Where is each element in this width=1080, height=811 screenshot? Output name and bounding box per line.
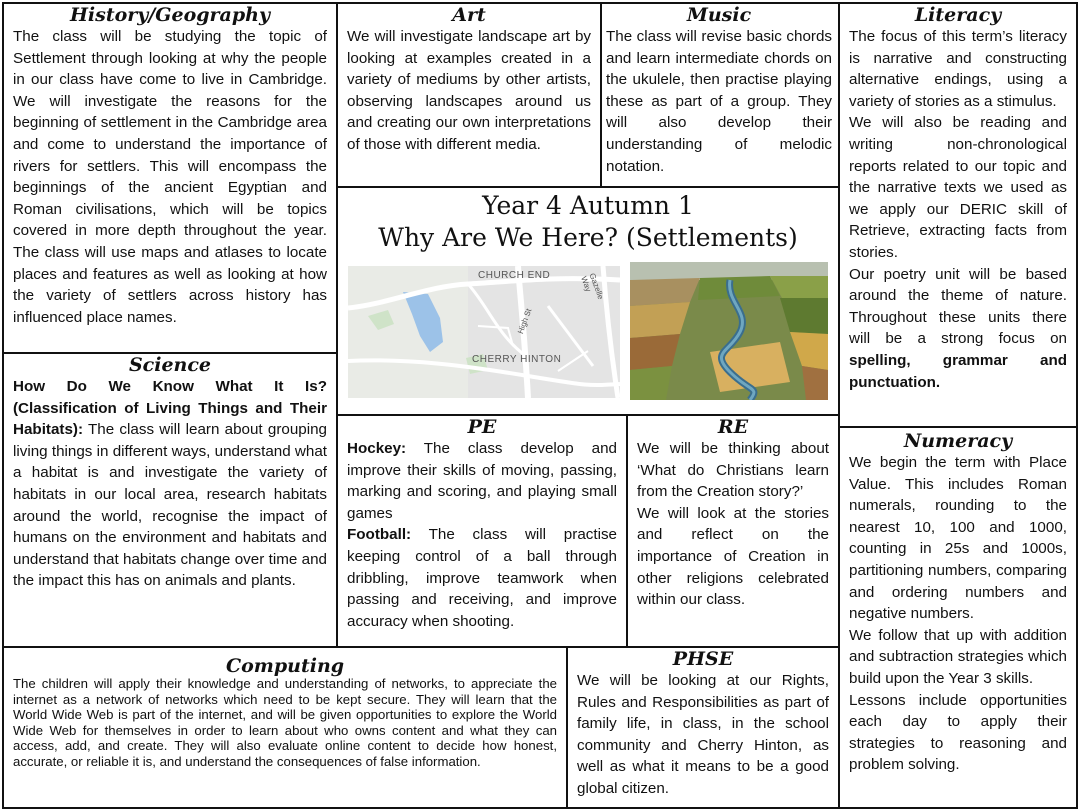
phse-section	[566, 646, 840, 809]
literacy-heading: Literacy	[914, 4, 1002, 26]
computing-heading: Computing	[225, 655, 345, 677]
computing-section	[2, 646, 568, 809]
literacy-text-3: Our poetry unit will be based around the theme of nature. Throughout these units there will be a strong focus on spelling, grammar and punctuation.	[849, 265, 1067, 391]
history-geography-heading: History/Geography	[69, 4, 271, 26]
pe-hockey-text: Hockey: The class develop and improve their skills of moving, passing, marking and scoring, and playing small games	[347, 440, 617, 522]
science-topic-bold: How Do We Know What It Is? (Classification of Living Things and Their Habitats):	[13, 378, 327, 439]
map-label-church-end: CHURCH END	[478, 270, 551, 281]
numeracy-text-3: Lessons include opportunities each day to apply their strategies to reasoning and problem solving.	[849, 691, 1067, 774]
literacy-text-1: The focus of this term’s literacy is narrative and constructing alternative endings, using a variety of stories as a stimulus.	[849, 28, 1067, 110]
re-text-1: We will be thinking about ‘What do Christians learn from the Creation story?’	[637, 440, 829, 501]
map-label-gazelle-way: Gazelle Way	[579, 272, 606, 301]
music-section	[600, 2, 840, 188]
science-section	[2, 352, 338, 648]
river-landscape-photo	[630, 262, 828, 400]
literacy-text-2: We will also be reading and writing non-chronological reports related to our topic and the narrative texts we used as we apply our DERIC skill of Retrieve, extracting facts from stories.	[849, 114, 1067, 261]
numeracy-text-1: We begin the term with Place Value. This includes Roman numerals, rounding to the nearest 10, 100 and 1000, counting in 25s and 1000s, partitioning numbers, comparing and ordering numbers and negative numbers.	[849, 454, 1067, 623]
literacy-focus-bold: spelling, grammar and punctuation.	[849, 351, 1067, 391]
page-subtitle: Why Are We Here? (Settlements)	[378, 223, 798, 252]
map-label-cherry-hinton: CHERRY HINTON	[472, 354, 562, 365]
re-section	[626, 414, 840, 648]
pe-heading: PE	[467, 416, 497, 438]
art-text: We will investigate landscape art by looking at examples created in a variety of mediums by other artists, observing landscapes around us and creating our own interpretations of those with different media.	[347, 28, 591, 153]
pe-hockey-label: Hockey:	[347, 440, 407, 457]
re-heading: RE	[717, 416, 749, 438]
map-label-high-st: High St	[516, 307, 534, 336]
page-title: Year 4 Autumn 1	[482, 191, 694, 220]
music-heading: Music	[686, 4, 752, 26]
science-text: How Do We Know What It Is? (Classification of Living Things and Their Habitats): The class will learn about grouping living things in different ways, understand what a habitat is and investigate the variety of habitats in our local area, research habitats around the world, recognise the impact of humans on the environment and habitats and understand that habitats change over time and the impact this has on animals and plants.	[13, 378, 327, 590]
pe-football-text: Football: The class will practise keeping control of a ball through dribbling, improve teamwork when passing and receiving, and improve accuracy when shooting.	[347, 526, 617, 630]
pe-section	[336, 414, 628, 648]
river-photo-illustration	[630, 262, 828, 400]
computing-text: The children will apply their knowledge and understanding of networks, to appreciate the internet as a network of networks which need to be kept secure. They will learn that the World Wide Web is part of the internet, and will be given opportunities to explore the World Wide Web for themselves in order to learn about who owns content and what they can access, add, and create. They will also evaluate online content to decide how honest, accurate, or reliable it is, and understand the consequences of false information.	[13, 676, 557, 769]
art-section	[336, 2, 602, 188]
phse-text: We will be looking at our Rights, Rules and Responsibilities as part of family life, in class, in the school community and Cherry Hinton, as well as what it means to be a good global citizen.	[577, 672, 829, 797]
numeracy-heading: Numeracy	[903, 430, 1013, 452]
literacy-section	[838, 2, 1078, 428]
map-illustration	[348, 266, 620, 398]
history-geography-section	[2, 2, 338, 354]
phse-heading: PHSE	[672, 648, 734, 670]
re-text-2: We will look at the stories and reflect on the importance of Creation in other religions celebrated within our class.	[637, 504, 829, 609]
settlement-map	[348, 266, 620, 398]
science-heading: Science	[128, 354, 212, 376]
history-geography-text: The class will be studying the topic of Settlement through looking at why the people in our class have come to live in Cambridge. We will investigate the reasons for the beginning of settlement in the Cambridge area and come to understand the importance of rivers for settlers. This will encompass the beginnings of the ancient Egyptian and Roman civilisations, which will be topics covered in more depth throughout the year. The class will use maps and atlases to locate places and features as well as looking at how the variety of settlers across history has influenced place names.	[13, 28, 327, 326]
center-title-section	[336, 186, 840, 416]
music-text: The class will revise basic chords and learn intermediate chords on the ukulele, then practise playing these as part of a group. They will also develop their understanding of melodic notation.	[606, 28, 832, 175]
numeracy-section	[838, 426, 1078, 809]
numeracy-text-2: We follow that up with addition and subtraction strategies which build upon the Year 3 skills.	[849, 626, 1067, 687]
pe-football-label: Football:	[347, 526, 412, 544]
art-heading: Art	[452, 4, 486, 26]
